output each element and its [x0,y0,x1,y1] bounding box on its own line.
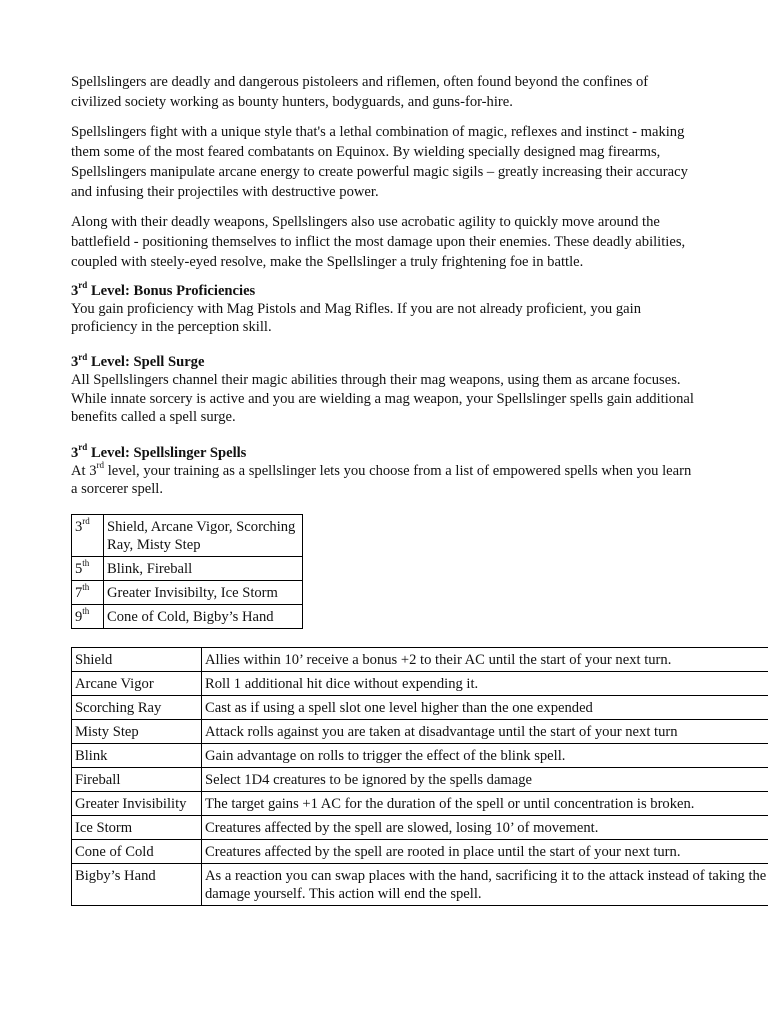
table-row [72,743,768,767]
intro-paragraph: Spellslingers are deadly and dangerous pistoleers and riflemen, often found beyond the confines of civilized society working as bounty hunters, bodyguards, and guns-for-hire. [71,74,649,111]
table-row [72,791,768,815]
level-cell: 9th [72,604,104,628]
spell-name-cell: Cone of Cold [72,839,202,863]
section-bonus-proficiencies [71,279,701,337]
spell-surge-table [71,647,768,906]
table-row [72,863,768,905]
table-row [72,839,768,863]
surge-effect-cell: Creatures affected by the spell are slowed, losing 10’ of movement. [202,815,768,839]
level-cell: 7th [72,580,104,604]
spells-cell: Greater Invisibilty, Ice Storm [104,580,303,604]
spell-name-cell: Scorching Ray [72,695,202,719]
table-row [72,647,768,671]
surge-effect-cell: The target gains +1 AC for the duration of the spell or until concentration is broken. [202,791,768,815]
document-page [71,72,767,906]
spell-name-cell: Ice Storm [72,815,202,839]
surge-effect-cell: Cast as if using a spell slot one level higher than the one expended [202,695,768,719]
spell-name-cell: Arcane Vigor [72,671,202,695]
spell-name-cell: Greater Invisibility [72,791,202,815]
spells-cell: Blink, Fireball [104,556,303,580]
spell-name-cell: Bigby’s Hand [72,863,202,905]
section-heading: 3rd Level: Bonus Proficiencies [71,279,256,299]
section-body: All Spellslingers channel their magic abilities through their mag weapons, using them as arcane focuses. While innate sorcery is active and you are wielding a mag weapon, your Spellslinger spells gain additional benefits called a spell surge. [71,372,694,426]
surge-effect-cell: Select 1D4 creatures to be ignored by the spells damage [202,767,768,791]
section-heading: 3rd Level: Spell Surge [71,351,205,371]
surge-effect-cell: Roll 1 additional hit dice without expending it. [202,671,768,695]
spell-name-cell: Blink [72,743,202,767]
table-row [72,815,768,839]
table-row [72,671,768,695]
spell-name-cell: Shield [72,647,202,671]
spell-name-cell: Fireball [72,767,202,791]
table-row [72,719,768,743]
table-row [72,556,303,580]
table-row [72,580,303,604]
surge-effect-cell: As a reaction you can swap places with the hand, sacrificing it to the attack instead of taking the damage yourself. This action will end the spell. [202,863,768,905]
intro-paragraph: Along with their deadly weapons, Spellslingers also use acrobatic agility to quickly move around the battlefield - positioning themselves to inflict the most damage upon their enemies. These deadly abilities, coupled with steely-eyed resolve, make the Spellslinger a truly frightening foe in battle. [71,213,686,271]
table-row [72,514,303,556]
section-spell-surge [71,353,701,426]
surge-effect-cell: Creatures affected by the spell are rooted in place until the start of your next turn. [202,839,768,863]
surge-effect-cell: Gain advantage on rolls to trigger the effect of the blink spell. [202,743,768,767]
intro-paragraph: Spellslingers fight with a unique style that's a lethal combination of magic, reflexes and instinct - making them some of the most feared combatants on Equinox. By wielding specially designed mag firearms, Spellslingers manipulate arcane energy to create powerful magic sigils – greatly increasing their accuracy and infusing their projectiles with destructive power. [71,123,688,201]
table-row [72,604,303,628]
table-row [72,767,768,791]
spell-level-table [71,514,303,629]
spell-name-cell: Misty Step [72,719,202,743]
section-body: At 3rd level, your training as a spellslinger lets you choose from a list of empowered spells when you learn a sorcerer spell. [71,459,692,498]
table-row [72,695,768,719]
spells-cell: Cone of Cold, Bigby’s Hand [104,604,303,628]
level-cell: 5th [72,556,104,580]
surge-effect-cell: Allies within 10’ receive a bonus +2 to their AC until the start of your next turn. [202,647,768,671]
section-heading: 3rd Level: Spellslinger Spells [71,441,247,461]
surge-effect-cell: Attack rolls against you are taken at disadvantage until the start of your next turn [202,719,768,743]
section-spellslinger-spells [71,441,701,499]
spells-cell: Shield, Arcane Vigor, Scorching Ray, Misty Step [104,514,303,556]
section-body: You gain proficiency with Mag Pistols and Mag Rifles. If you are not already proficient, you gain proficiency in the perception skill. [71,300,641,336]
level-cell: 3rd [72,514,104,556]
